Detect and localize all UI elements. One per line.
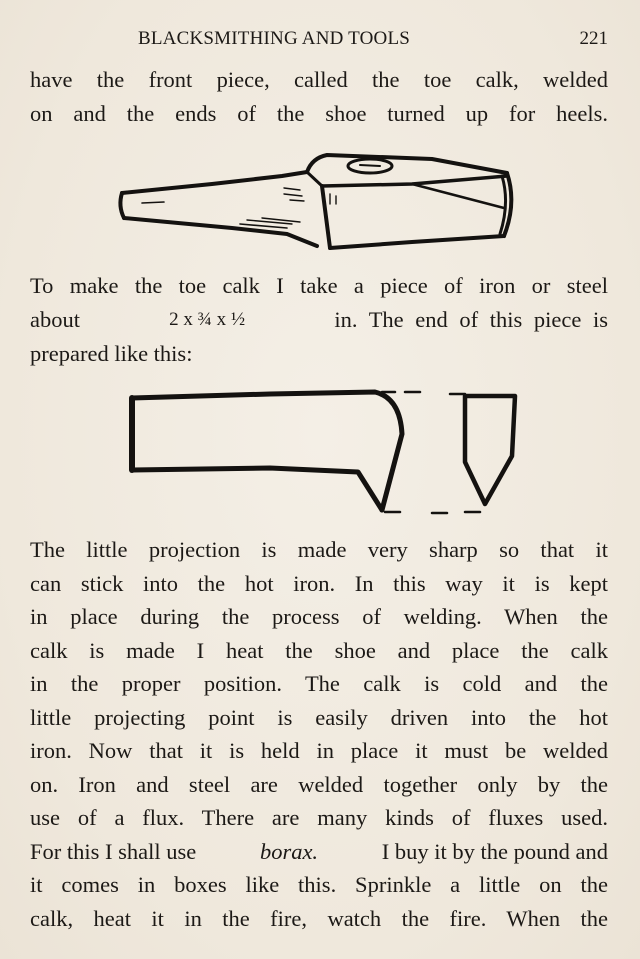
text-line: use of a flux. There are many kinds of fluxes used. <box>30 805 608 830</box>
text-line: To make the toe calk I take a piece of iron or steel <box>30 273 608 298</box>
calk-blank-illustration <box>120 384 530 524</box>
text-line: calk, heat it in the fire, watch the fire. When the <box>30 906 608 931</box>
text-line: in place during the process of welding. When the <box>30 604 608 629</box>
emphasized-term-borax: borax. <box>259 839 319 864</box>
text-line: have the front piece, called the toe calk, welded <box>30 67 608 92</box>
dimensions-value: 2 x ¾ x ½ <box>169 309 246 330</box>
text-line: can stick into the hot iron. In this way it is kept <box>30 571 608 596</box>
text-fragment: about <box>30 307 80 332</box>
tool-drawing-icon <box>112 148 527 258</box>
calk-blank-drawing-icon <box>120 384 530 524</box>
text-line: little projecting point is easily driven into the hot <box>30 705 608 730</box>
text-fragment: in. The end of this piece is <box>334 307 608 332</box>
text-line: The little projection is made very sharp so that it <box>30 537 608 562</box>
text-line: prepared like this: <box>30 341 193 366</box>
text-line-borax <box>30 838 608 866</box>
running-title: BLACKSMITHING AND TOOLS <box>138 28 411 49</box>
toe-calk-tool-illustration <box>112 148 527 258</box>
text-line-dimensions <box>30 306 608 334</box>
text-line: on and the ends of the shoe turned up for heels. <box>30 101 608 126</box>
text-fragment: For this I shall use <box>30 839 197 864</box>
text-line: it comes in boxes like this. Sprinkle a little on the <box>30 872 608 897</box>
page-header <box>0 28 640 52</box>
text-line: calk is made I heat the shoe and place the calk <box>30 638 608 663</box>
page-number: 221 <box>579 28 608 49</box>
text-line: in the proper position. The calk is cold and the <box>30 671 608 696</box>
text-line: on. Iron and steel are welded together only by the <box>30 772 608 797</box>
text-fragment: I buy it by the pound and <box>381 839 608 864</box>
text-line: iron. Now that it is held in place it must be welded <box>30 738 608 763</box>
